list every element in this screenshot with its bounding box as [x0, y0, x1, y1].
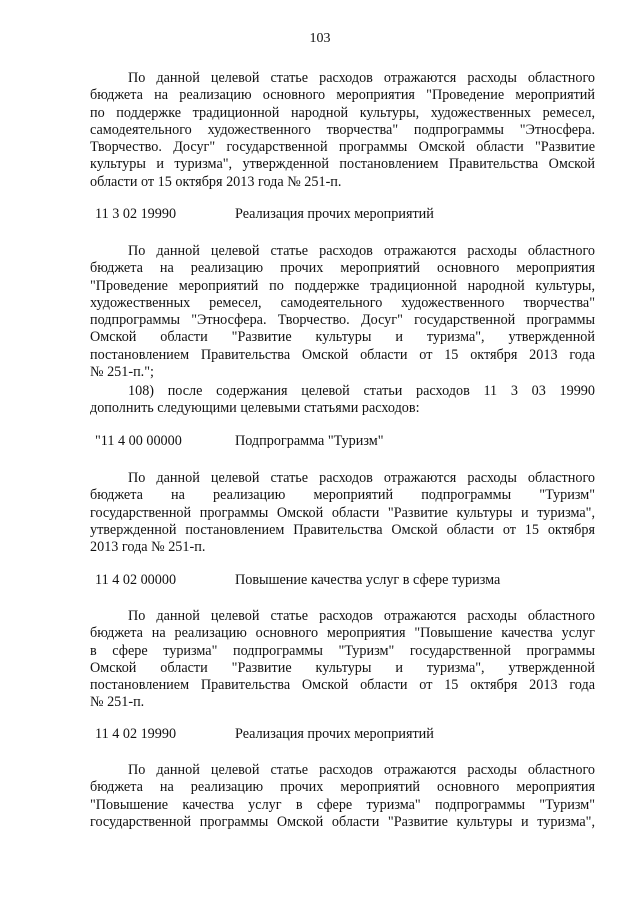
text-line: бюджета на реализацию прочих мероприятий основного мероприятия — [90, 779, 595, 796]
paragraph-description — [90, 608, 595, 712]
text-line: в сфере туризма" подпрограммы "Туризм" государственной программы — [90, 642, 595, 659]
paragraph-amendment — [90, 383, 595, 418]
target-article-code: "11 4 00 00000 — [95, 433, 182, 449]
text-line: По данной целевой статье расходов отражаются расходы областного — [128, 762, 595, 778]
text-line: культуры и туризма", утвержденной постановлением Правительства Омской — [90, 156, 595, 173]
text-line: "Повышение качества услуг в сфере туризма" подпрограммы "Туризм" — [90, 796, 595, 813]
text-line: бюджета на реализацию прочих мероприятий основного мероприятия — [90, 260, 595, 277]
section-heading — [95, 433, 595, 450]
section-title: Повышение качества услуг в сфере туризма — [235, 572, 501, 588]
text-line: № 251-п."; — [90, 364, 154, 381]
text-line: бюджета на реализацию основного мероприятия "Повышение качества услуг — [90, 625, 595, 642]
text-line: государственной программы Омской области "Развитие культуры и туризма", — [90, 504, 595, 521]
section-title: Реализация прочих мероприятий — [235, 726, 434, 742]
text-line: бюджета на реализацию мероприятий подпрограммы "Туризм" — [90, 487, 595, 504]
text-line: По данной целевой статье расходов отражаются расходы областного — [128, 243, 595, 259]
section-title: Реализация прочих мероприятий — [235, 206, 434, 222]
text-line: по поддержке традиционной народной культуры, художественных ремесел, — [90, 104, 595, 121]
page-number: 103 — [309, 31, 331, 46]
text-line: постановлением Правительства Омской области от 15 октября 2013 года — [90, 677, 595, 694]
text-line: Омской области "Развитие культуры и туризма", утвержденной — [90, 329, 595, 346]
section-heading — [95, 726, 595, 743]
text-line: Творчество. Досуг" государственной программы Омской области "Развитие — [90, 139, 595, 156]
text-line: 2013 года № 251-п. — [90, 539, 206, 556]
text-line: По данной целевой статье расходов отражаются расходы областного — [128, 608, 595, 624]
text-line: 108) после содержания целевой статьи расходов 11 3 03 19990 — [128, 383, 595, 399]
target-article-code: 11 4 02 00000 — [95, 572, 177, 588]
text-line: постановлением Правительства Омской области от 15 октября 2013 года — [90, 346, 595, 363]
paragraph-description — [90, 470, 595, 556]
text-line: дополнить следующими целевыми статьями расходов: — [90, 400, 420, 417]
text-line: самодеятельного художественного творчества" подпрограммы "Этносфера. — [90, 121, 595, 138]
section-heading — [95, 206, 595, 223]
text-line: художественных ремесел, самодеятельного художественного творчества" — [90, 294, 595, 311]
target-article-code: 11 4 02 19990 — [95, 726, 177, 742]
text-line: По данной целевой статье расходов отражаются расходы областного — [128, 470, 595, 486]
paragraph-intro — [90, 70, 595, 191]
text-line: государственной программы Омской области "Развитие культуры и туризма", — [90, 813, 595, 830]
paragraph-description — [90, 243, 595, 381]
text-line: области от 15 октября 2013 года № 251-п. — [90, 173, 342, 190]
text-line: По данной целевой статье расходов отражаются расходы областного — [128, 70, 595, 86]
section-heading — [95, 572, 595, 589]
text-line: бюджета на реализацию основного мероприятия "Проведение мероприятий — [90, 87, 595, 104]
section-title: Подпрограмма "Туризм" — [235, 433, 384, 449]
paragraph-description — [90, 762, 595, 831]
target-article-code: 11 3 02 19990 — [95, 206, 177, 222]
text-line: утвержденной постановлением Правительства Омской области от 15 октября — [90, 521, 595, 538]
text-line: подпрограммы "Этносфера. Творчество. Досуг" государственной программы — [90, 312, 595, 329]
text-line: Омской области "Развитие культуры и туризма", утвержденной — [90, 659, 595, 676]
text-line: "Проведение мероприятий по поддержке традиционной народной культуры, — [90, 277, 595, 294]
text-line: № 251-п. — [90, 694, 145, 711]
